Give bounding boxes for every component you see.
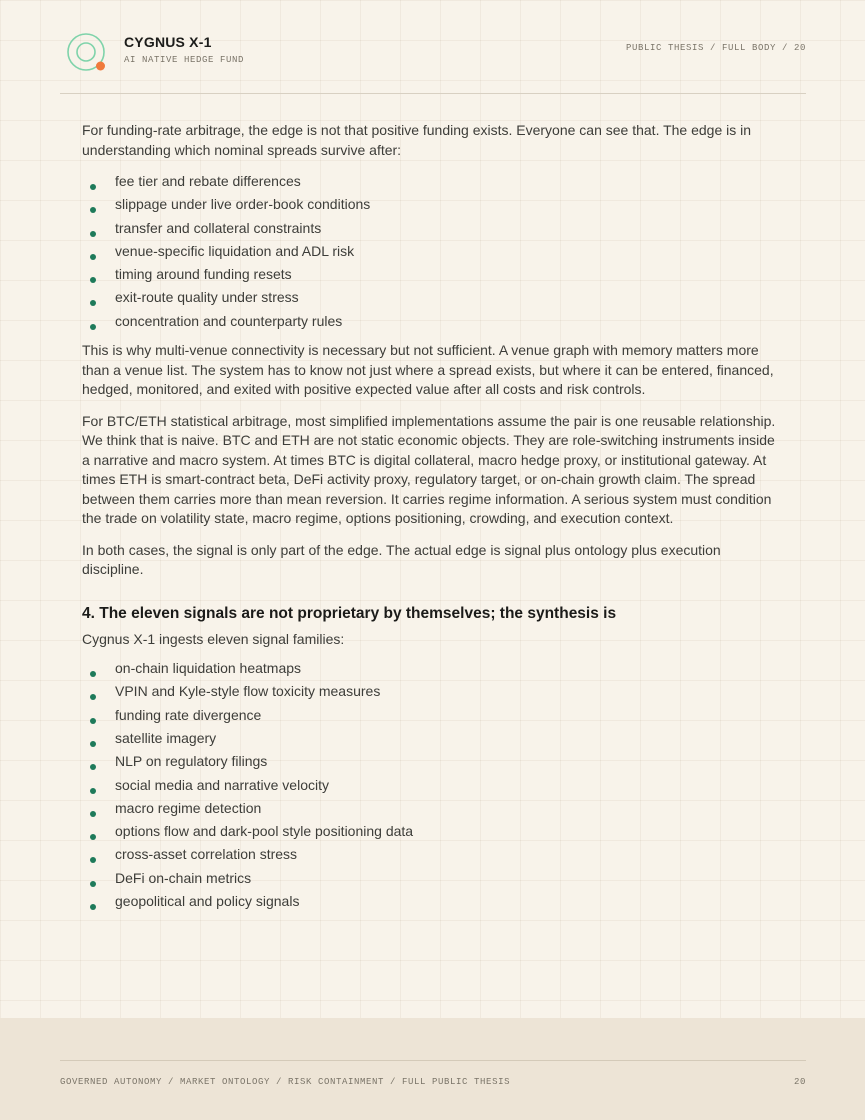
list-item: fee tier and rebate differences bbox=[82, 172, 782, 195]
list-item: satellite imagery bbox=[82, 729, 782, 752]
page-number: 20 bbox=[793, 1077, 806, 1087]
list-item: funding rate divergence bbox=[82, 706, 782, 729]
list-item: macro regime detection bbox=[82, 799, 782, 822]
list-item: options flow and dark-pool style positioning data bbox=[82, 822, 782, 845]
page-footer bbox=[0, 1018, 865, 1120]
section-heading: 4. The eleven signals are not proprietary by themselves; the synthesis is bbox=[82, 604, 617, 622]
body-paragraph: For BTC/ETH statistical arbitrage, most simplified implementations assume the pair is one reusable relationship. We think that is naive. BTC and ETH are not static economic objects. They are role-switching instruments inside a narrative and macro system. At times BTC is digital collateral, macro hedge proxy, or institutional gateway. At times ETH is smart-contract beta, DeFi activity proxy, regulatory target, or on-chain growth claim. The spread between them carries more than mean reversion. It carries regime information. A serious system must condition the trade on volatility state, macro regime, options positioning, crowding, and execution context. bbox=[82, 412, 776, 527]
footer-tagline: GOVERNED AUTONOMY / MARKET ONTOLOGY / RISK CONTAINMENT / FULL PUBLIC THESIS bbox=[60, 1077, 511, 1087]
list-item: timing around funding resets bbox=[82, 265, 782, 288]
list-item: on-chain liquidation heatmaps bbox=[82, 659, 782, 682]
list-item: DeFi on-chain metrics bbox=[82, 869, 782, 892]
document-body bbox=[82, 121, 782, 921]
footer-divider bbox=[60, 1060, 806, 1061]
section-intro: Cygnus X-1 ingests eleven signal families: bbox=[82, 630, 345, 647]
list-item: transfer and collateral constraints bbox=[82, 219, 782, 242]
page-header bbox=[60, 28, 806, 94]
brand-name: CYGNUS X-1 bbox=[124, 34, 212, 50]
list-item: social media and narrative velocity bbox=[82, 776, 782, 799]
list-item: VPIN and Kyle-style flow toxicity measures bbox=[82, 682, 782, 705]
list-item: concentration and counterparty rules bbox=[82, 312, 782, 335]
signal-families-list bbox=[82, 659, 782, 915]
list-item: cross-asset correlation stress bbox=[82, 845, 782, 868]
list-item: exit-route quality under stress bbox=[82, 288, 782, 311]
list-item: NLP on regulatory filings bbox=[82, 752, 782, 775]
intro-paragraph: For funding-rate arbitrage, the edge is not that positive funding exists. Everyone can see that. The edge is in understanding which nominal spreads survive after: bbox=[82, 122, 752, 158]
section-label: PUBLIC THESIS / FULL BODY / 20 bbox=[625, 43, 806, 53]
brand-tagline: AI NATIVE HEDGE FUND bbox=[124, 55, 245, 65]
body-paragraph: In both cases, the signal is only part of the edge. The actual edge is signal plus ontology plus execution discipline. bbox=[82, 541, 721, 578]
funding-factors-list bbox=[82, 172, 782, 335]
list-item: slippage under live order-book conditions bbox=[82, 195, 782, 218]
orbit-logo-icon bbox=[66, 32, 110, 76]
list-item: geopolitical and policy signals bbox=[82, 892, 782, 915]
list-item: venue-specific liquidation and ADL risk bbox=[82, 242, 782, 265]
body-paragraph: This is why multi-venue connectivity is necessary but not sufficient. A venue graph with memory matters more than a venue list. The system has to know not just where a spread exists, but where it can be entered, financed, hedged, monitored, and exited with positive expected value after all costs and risk controls. bbox=[82, 342, 774, 398]
